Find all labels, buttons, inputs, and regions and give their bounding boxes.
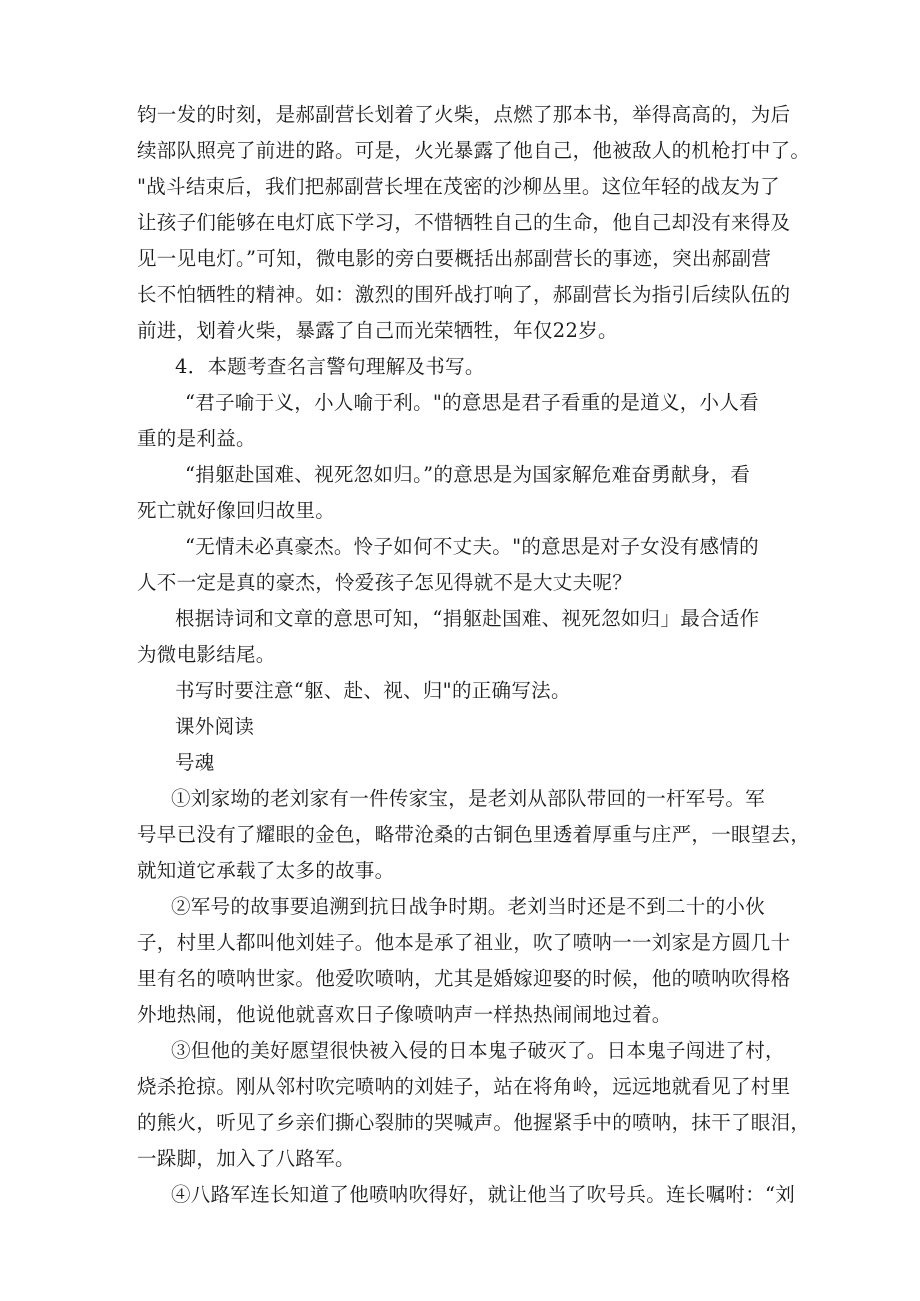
- text-line: 号早已没有了耀眼的金色，略带沧桑的古铜色里透着厚重与庄严，一眼望去，: [137, 823, 811, 846]
- text-line: 根据诗词和文章的意思可知，“捐躯赴国难、视死忽如归」最合适作: [175, 607, 760, 630]
- text-line: 烧杀抢掠。刚从邻村吹完喷呐的刘娃子，站在将角岭，远远地就看见了村里: [137, 1075, 791, 1098]
- text-line: 让孩子们能够在电灯底下学习，不惜牺牲自己的生命，他自己却没有来得及: [137, 211, 791, 234]
- text-line: 的熊火，听见了乡亲们撕心裂肺的哭喊声。他握紧手中的喷呐，抹干了眼泪，: [137, 1111, 811, 1134]
- paragraph-quote-juanqu: [137, 457, 793, 529]
- text-column: [137, 97, 811, 1213]
- text-line: 钧一发的时刻，是郝副营长划着了火柴，点燃了那本书，举得高高的，为后: [137, 103, 791, 126]
- paragraph-quote-wuqing: [137, 529, 793, 601]
- text-line: 见一见电灯。”可知，微电影的旁白要概括出郝副营长的事迹，突出郝副营: [137, 247, 772, 270]
- paragraph-narration-answer: [137, 97, 811, 349]
- text-line: “捐躯赴国难、视死忽如归。”的意思是为国家解危难奋勇献身，看: [185, 463, 751, 486]
- question-4-heading: [137, 349, 793, 385]
- story-paragraph-4: [137, 1177, 796, 1213]
- story-paragraph-2: [137, 889, 793, 1033]
- text-line: 课外阅读: [175, 715, 255, 738]
- text-line: 书写时要注意“躯、赴、视、归"的正确写法。: [175, 679, 571, 702]
- text-line: "战斗结束后，我们把郝副营长埋在茂密的沙柳丛里。这位年轻的战友为了: [137, 175, 780, 198]
- paragraph-conclusion: [137, 601, 793, 673]
- text-line: ①刘家坳的老刘家有一件传家宝，是老刘从部队带回的一杆军号。军: [171, 787, 766, 810]
- text-line: 一跺脚，加入了八路军。: [137, 1147, 355, 1170]
- paragraph-writing-note: [137, 673, 793, 709]
- text-line: “无情未必真豪杰。怜子如何不丈夫。"的意思是对子女没有感情的: [185, 535, 759, 558]
- text-line: 子，村里人都叫他刘娃子。他本是承了祖业，吹了喷呐一一刘家是方圆几十: [137, 931, 791, 954]
- text-line: 里有名的喷呐世家。他爱吹喷呐，尤其是婚嫁迎娶的时候，他的喷呐吹得格: [137, 967, 791, 990]
- text-line: ④八路军连长知道了他喷呐吹得好，就让他当了吹号兵。连长嘱咐：“刘: [171, 1183, 796, 1206]
- text-line: 外地热闹，他说他就喜欢日子像喷呐声一样热热闹闹地过着。: [137, 1003, 672, 1026]
- text-line: ③但他的美好愿望很快被入侵的日本鬼子破灭了。日本鬼子闯进了村，: [171, 1039, 785, 1062]
- text-line: 就知道它承载了太多的故事。: [137, 859, 395, 882]
- text-line: 前进，划着火柴，暴露了自己而光荣牺牲，年仅22岁。: [137, 319, 618, 342]
- story-paragraph-3: [137, 1033, 811, 1177]
- story-paragraph-1: [137, 781, 811, 889]
- text-line: 续部队照亮了前进的路。可是，火光暴露了他自己，他被敌人的机枪打中了。: [137, 139, 811, 162]
- text-line: 人不一定是真的豪杰，怜爱孩子怎见得就不是大丈夫呢？: [137, 571, 633, 594]
- story-title: [137, 745, 793, 781]
- text-line: 4．本题考查名言警句理解及书写。: [175, 355, 485, 378]
- paragraph-quote-junzi: [137, 385, 793, 457]
- text-line: 号魂: [175, 751, 215, 774]
- text-line: 为微电影结尾。: [137, 643, 276, 666]
- section-heading: [137, 709, 793, 745]
- text-line: ②军号的故事要追溯到抗日战争时期。老刘当时还是不到二十的小伙: [171, 895, 766, 918]
- text-line: 死亡就好像回归故里。: [137, 499, 336, 522]
- text-line: 长不怕牺牲的精神。如：激烈的围歼战打响了，郝副营长为指引后续队伍的: [137, 283, 791, 306]
- text-line: 重的是利益。: [137, 427, 256, 450]
- text-line: “君子喻于义，小人喻于利。"的意思是君子看重的是道义，小人看: [185, 391, 759, 414]
